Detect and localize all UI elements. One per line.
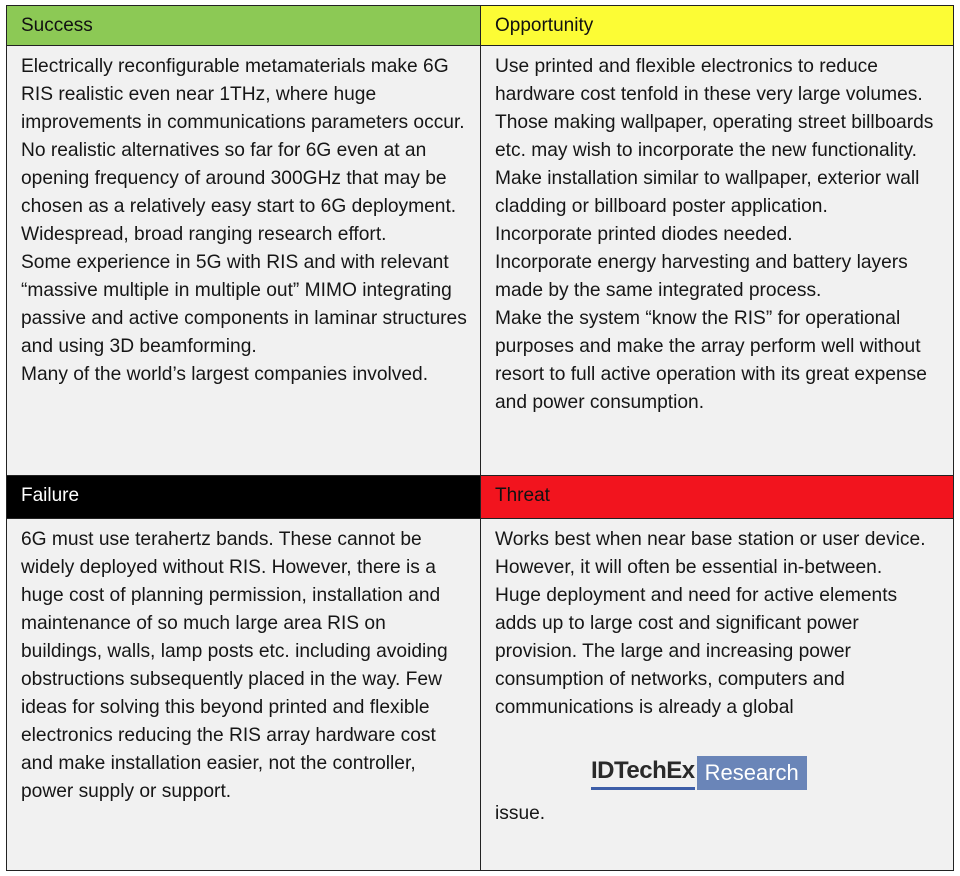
opportunity-paragraph: Make the system “know the RIS” for operational purposes and make the array perform well without resort to full active operation with its great expense and power consumption. (495, 308, 927, 413)
success-header (7, 6, 481, 46)
opportunity-paragraph: Incorporate energy harvesting and battery layers made by the same integrated process. (495, 252, 908, 301)
failure-header (7, 476, 481, 519)
failure-body (7, 519, 481, 870)
opportunity-title: Opportunity (495, 15, 594, 36)
success-paragraph: Some experience in 5G with RIS and with relevant “massive multiple in multiple out” MIMO integrating passive and active components in laminar structures and using 3D beamforming. (21, 252, 467, 357)
opportunity-body (481, 46, 953, 476)
idtechex-logo (591, 752, 941, 794)
success-paragraph: Electrically reconfigurable metamaterials make 6G RIS realistic even near 1THz, where huge improvements in communications parameters occur. No realistic alternatives so far for 6G even at an opening frequency of around 300GHz that may be chosen as a relatively easy start to 6G deployment. (21, 56, 465, 217)
threat-paragraph: Huge deployment and need for active elements adds up to large cost and significant power provision. The large and increasing power consumption of networks, computers and communications is already a global (495, 585, 898, 718)
logo-brand: IDTechEx (591, 756, 695, 790)
failure-title: Failure (21, 485, 80, 506)
success-body (7, 46, 481, 476)
opportunity-paragraph: Use printed and flexible electronics to reduce hardware cost tenfold in these very large volumes. Those making wallpaper, operating street billboards etc. may wish to incorporate the new functionality. Make installation similar to wallpaper, exterior wall cladding or billboard poster application. (495, 56, 934, 217)
swot-table (6, 5, 954, 871)
failure-paragraph: 6G must use terahertz bands. These cannot be widely deployed without RIS. However, there is a huge cost of planning permission, installation and maintenance of so much large area RIS on buildings, walls, lamp posts etc. including avoiding obstructions subsequently placed in the way. Few ideas for solving this beyond printed and flexible electronics reducing the RIS array hardware cost and make installation easier, not the controller, power supply or support. (21, 529, 448, 802)
success-title: Success (21, 15, 93, 36)
logo-division: Research (697, 756, 807, 790)
success-paragraph: Many of the world’s largest companies involved. (21, 364, 429, 385)
opportunity-header (481, 6, 953, 46)
threat-paragraph: Works best when near base station or user device. However, it will often be essential in-between. (495, 529, 926, 578)
threat-title: Threat (495, 485, 550, 506)
success-paragraph: Widespread, broad ranging research effort. (21, 224, 387, 245)
opportunity-paragraph: Incorporate printed diodes needed. (495, 224, 793, 245)
threat-body (481, 519, 953, 870)
threat-header (481, 476, 953, 519)
threat-tail: issue. (495, 803, 546, 824)
